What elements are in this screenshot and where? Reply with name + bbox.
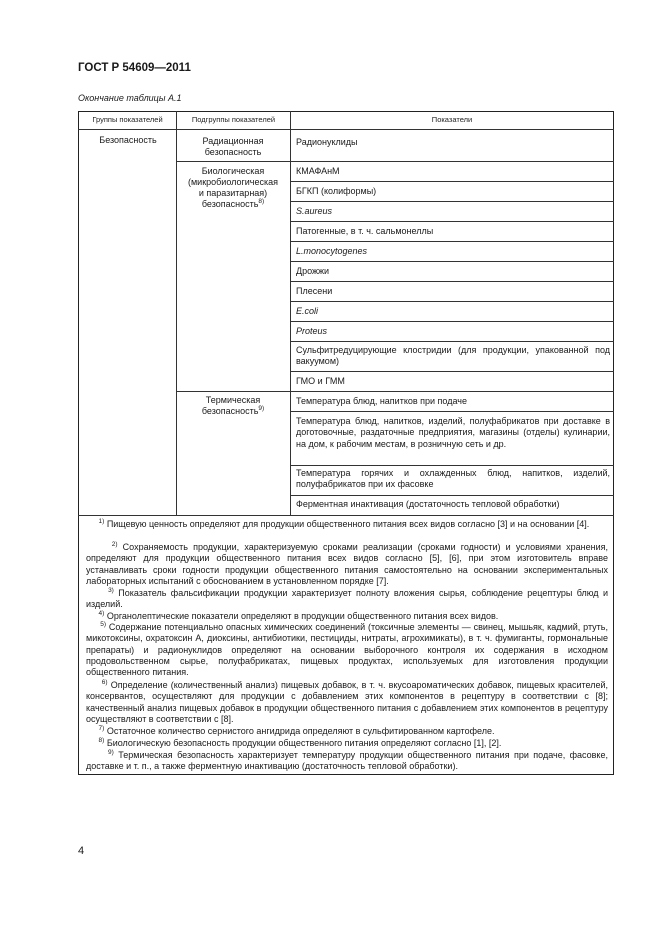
indicator-cell: Дрожжи bbox=[296, 266, 330, 276]
row-divider bbox=[290, 465, 614, 466]
footnote-mark: 9) bbox=[108, 749, 114, 756]
indicator-cell: Патогенные, в т. ч. сальмонеллы bbox=[296, 226, 434, 236]
row-divider bbox=[290, 201, 614, 202]
footnote-mark: 6) bbox=[101, 679, 108, 686]
row-divider bbox=[176, 391, 614, 392]
footnote bbox=[86, 750, 608, 773]
indicator-cell: E.coli bbox=[296, 306, 319, 316]
footnote-mark: 1) bbox=[98, 518, 105, 525]
row-divider bbox=[290, 341, 614, 342]
group-cell: Безопасность bbox=[99, 135, 157, 145]
row-divider bbox=[290, 495, 614, 496]
document-code: ГОСТ Р 54609—2011 bbox=[78, 62, 191, 74]
footnote-ref: 8) bbox=[258, 198, 265, 205]
footnote bbox=[86, 519, 608, 530]
indicator-cell: S.aureus bbox=[296, 206, 333, 216]
subgroup-bio-line: безопасность bbox=[201, 199, 259, 209]
footnote-text: Сохраняемость продукции, характеризуемую сроками реализации (сроками годности) и условиями хранения, определяют для продукции общественного питания всех видов согласно [5], [6], при этом изготовитель вправе устанавливать сроки годности продукции общественного питания самостоятельно на основании экспериментальных лабораторных испытаний с обоснованием в установленном порядке [7]. bbox=[86, 542, 608, 586]
footnote-ref: 9) bbox=[258, 405, 265, 412]
subgroup-thermal-line: Термическая bbox=[205, 395, 261, 405]
subgroup-thermal bbox=[180, 395, 286, 417]
indicator-cell: Proteus bbox=[296, 326, 328, 336]
row-divider bbox=[290, 241, 614, 242]
row-divider bbox=[290, 301, 614, 302]
column-header-indicators: Показатели bbox=[431, 115, 473, 124]
footnote-text: Содержание потенциально опасных химических соединений (токсичные элементы — свинец, мышьяк, кадмий, ртуть, микотоксины, охратоксин А, диоксины, антибиотики, пестициды, нитраты, агрохимикаты), в т. ч. фумиганты, гормональные препараты) и радионуклидов определяют на основании выборочного контроля их содержания в исходном продовольственном сырье, полуфабрикатах, пищевых продуктах, используемых для изготовления продукции общественного питания. bbox=[86, 622, 608, 678]
footnote bbox=[86, 726, 608, 737]
row-divider bbox=[290, 321, 614, 322]
row-divider bbox=[176, 161, 614, 162]
indicator-cell: Ферментная инактивация (достаточность тепловой обработки) bbox=[296, 499, 560, 509]
footnote bbox=[86, 542, 608, 587]
subgroup-bio-line: и паразитарная) bbox=[198, 188, 268, 198]
footnote-mark: 4) bbox=[98, 610, 105, 617]
indicator-cell: Температура блюд, напитков, изделий, полуфабрикатов при доставке в доготовочные, раздаточные предприятия, магазины (отделы) кулинарии, на дом, к рабочим местам, в розничную сеть и др. bbox=[296, 416, 610, 449]
footnote bbox=[86, 611, 608, 622]
row-divider bbox=[290, 411, 614, 412]
subgroup-bio-line: Биологическая bbox=[201, 166, 265, 176]
indicator-cell: БГКП (колиформы) bbox=[296, 186, 377, 196]
footnote-text: Остаточное количество сернистого ангидрида определяют в сульфитированном картофеле. bbox=[106, 726, 495, 736]
footnote-mark: 5) bbox=[100, 621, 107, 628]
page-number: 4 bbox=[78, 845, 85, 857]
footnote bbox=[86, 622, 608, 678]
indicator-cell: Температура блюд, напитков при подаче bbox=[296, 396, 467, 406]
footnote-text: Пищевую ценность определяют для продукции общественного питания всех видов согласно [3] и на основании [4]. bbox=[106, 519, 590, 529]
row-divider bbox=[290, 261, 614, 262]
footnote-text: Термическая безопасность характеризует температуру продукции общественного питания при подаче, фасовке, доставке и т. п., а также ферментную инактивацию (достаточность тепловой обработки). bbox=[86, 750, 608, 772]
footnote-text: Определение (количественный анализ) пищевых добавок, в т. ч. вкусоароматических добавок, пищевых красителей, консервантов, осуществляют для продукции с добавлением этих компонентов в рецептуру в соответствии с [8]; качественный анализ пищевых добавок в продукции общественного питания с добавлением этих компонентов в рецептуру осуществляют в соответствии с [8]. bbox=[86, 680, 608, 724]
column-divider bbox=[176, 111, 177, 515]
footnote-mark: 8) bbox=[98, 737, 105, 744]
footnote-mark: 7) bbox=[98, 725, 105, 732]
table-caption: Окончание таблицы А.1 bbox=[78, 93, 182, 103]
table-footnote-divider bbox=[78, 515, 614, 516]
footnote-mark: 2) bbox=[111, 541, 118, 548]
column-header-subgroups: Подгруппы показателей bbox=[191, 115, 276, 124]
column-header-groups: Группы показателей bbox=[92, 115, 163, 124]
indicator-cell: ГМО и ГММ bbox=[296, 376, 345, 386]
subgroup-thermal-line: безопасность bbox=[201, 406, 259, 416]
column-divider bbox=[290, 111, 291, 515]
footnote bbox=[86, 588, 608, 611]
row-divider bbox=[78, 129, 614, 130]
row-divider bbox=[290, 181, 614, 182]
indicator-cell: Сульфитредуцирующие клостридии (для продукции, упакованной под вакуумом) bbox=[296, 345, 610, 367]
indicator-cell: КМАФАнМ bbox=[296, 166, 340, 176]
indicator-cell: Плесени bbox=[296, 286, 333, 296]
row-divider bbox=[290, 371, 614, 372]
footnote-text: Органолептические показатели определяют в продукции общественного питания всех видов. bbox=[106, 611, 499, 621]
footnote bbox=[86, 738, 608, 749]
row-divider bbox=[290, 281, 614, 282]
footnote-mark: 3) bbox=[108, 587, 114, 594]
footnote bbox=[86, 680, 608, 725]
subgroup-radiation: Радиационная безопасность bbox=[202, 136, 264, 157]
subgroup-biological bbox=[180, 166, 286, 210]
indicator-cell: Радионуклиды bbox=[296, 137, 358, 147]
indicator-cell: Температура горячих и охлажденных блюд, напитков, изделий, полуфабрикатов при их фасовке bbox=[296, 468, 610, 490]
footnote-text: Показатель фальсификации продукции характеризует полноту вложения сырья, соблюдение рецептуры блюд и изделий. bbox=[86, 588, 608, 610]
row-divider bbox=[290, 221, 614, 222]
footnote-text: Биологическую безопасность продукции общественного питания определяют согласно [1], [2]. bbox=[106, 738, 502, 748]
subgroup-bio-line: (микробиологическая bbox=[187, 177, 279, 187]
indicator-cell: L.monocytogenes bbox=[296, 246, 368, 256]
